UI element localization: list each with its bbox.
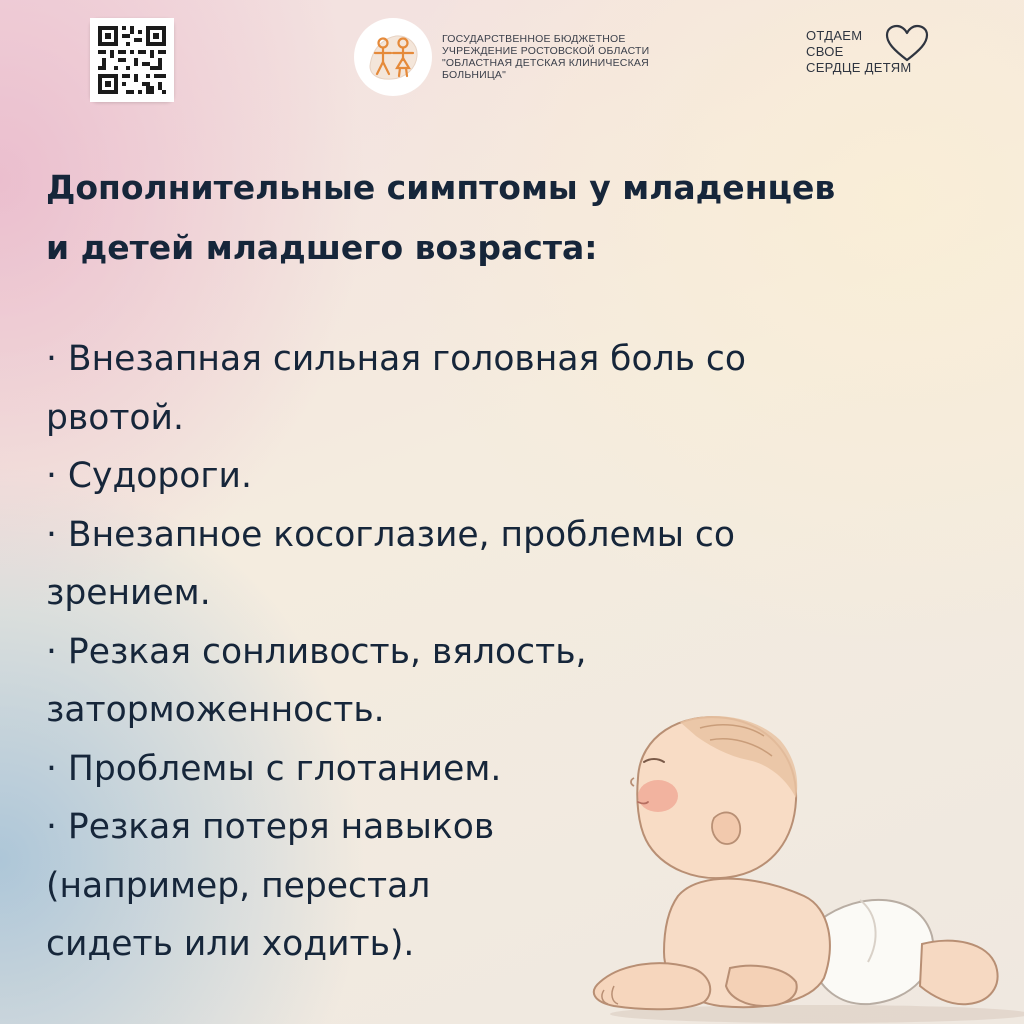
list-item: · Внезапное косоглазие, проблемы со зрением. bbox=[46, 514, 735, 613]
heart-outline-icon bbox=[884, 24, 930, 64]
organization-name bbox=[442, 33, 712, 81]
page-title-line: и детей младшего возраста: bbox=[46, 228, 598, 267]
list-item: · Резкая потеря навыков (например, перестал сидеть или ходить). bbox=[46, 807, 495, 964]
organization-header bbox=[354, 18, 712, 96]
slogan bbox=[806, 28, 912, 76]
list-item: · Резкая сонливость, вялость, заторможенность. bbox=[46, 631, 587, 730]
organization-name-line: "ОБЛАСТНАЯ ДЕТСКАЯ КЛИНИЧЕСКАЯ bbox=[442, 57, 649, 69]
children-figures-logo-icon bbox=[362, 26, 424, 88]
organization-name-line: УЧРЕЖДЕНИЕ РОСТОВСКОЙ ОБЛАСТИ bbox=[442, 45, 650, 57]
list-item: · Проблемы с глотанием. bbox=[46, 748, 502, 789]
page-title-line: Дополнительные симптомы у младенцев bbox=[46, 168, 836, 207]
organization-name-line: БОЛЬНИЦА" bbox=[442, 69, 507, 81]
organization-name-line: ГОСУДАРСТВЕННОЕ БЮДЖЕТНОЕ bbox=[442, 33, 626, 45]
organization-logo bbox=[354, 18, 432, 96]
list-item: · Внезапная сильная головная боль со рвотой. bbox=[46, 339, 746, 438]
page-title bbox=[46, 158, 976, 278]
qr-code bbox=[90, 18, 174, 102]
crawling-baby-illustration bbox=[560, 700, 1024, 1024]
qr-code-icon bbox=[90, 18, 174, 102]
slogan-line: ОТДАЕМ bbox=[806, 28, 863, 43]
slogan-line: СЕРДЦЕ ДЕТЯМ bbox=[806, 60, 912, 75]
list-item: · Судороги. bbox=[46, 456, 252, 496]
slogan-line: СВОЕ bbox=[806, 44, 844, 59]
